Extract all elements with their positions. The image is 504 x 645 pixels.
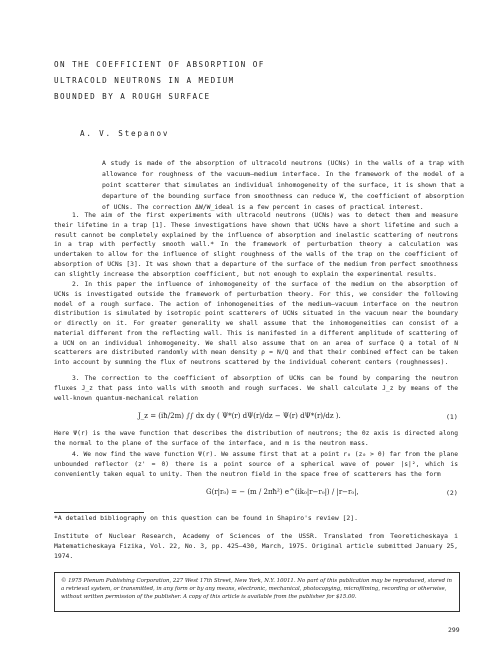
copyright-box	[54, 572, 460, 612]
title-line-1: ON THE COEFFICIENT OF ABSORPTION OF	[54, 60, 265, 69]
paragraph-5: 4. We now find the wave function Ψ(r). We assume first that at a point r₀ (z₀ > 0) far from the plane unbounded reflector (z' = 0) there is a point source of a spherical wave of power |s|², which is conveniently taken equal to unity. Then the neutron field in the space free of scatterers has the form	[54, 451, 458, 478]
title-line-3: BOUNDED BY A ROUGH SURFACE	[54, 92, 211, 101]
equation-1: J_z = (iħ/2m) ∫∫ dx dy ( Ψ*(r) dΨ(r)/dz − Ψ(r) dΨ*(r)/dz ).	[138, 412, 341, 420]
title-line-2: ULTRACOLD NEUTRONS IN A MEDIUM	[54, 76, 235, 85]
footnote: *A detailed bibliography on this question can be found in Shapiro's review [2].	[54, 514, 358, 522]
copyright-text: © 1975 Plenum Publishing Corporation, 227 West 17th Street, New York, N.Y. 10011. No part of this publication may be reproduced, stored in a retrieval system, or transmitted, in any form or by any means, electronic, mechanical, photocopying, microfilming, recording or otherwise, without written permission of the publisher. A copy of this article is available from the publisher for $15.00.	[61, 578, 453, 600]
paragraph-2: 2. In this paper the influence of inhomogeneity of the surface of the medium on the absorption of UCNs is investigated outside the framework of perturbation theory. For this, we consider the following model of a rough surface. The action of inhomogeneities of the medium—vacuum interface on the neutron distribution is simulated by isotropic point scatterers of UCNs situated in the vacuum near the boundary or directly on it. For greater generality we shall assume that the inhomogeneities can consist of a material different from the reflecting wall. This is manifested in a different amplitude of scattering of a UCN on an individual inhomogeneity. We shall also assume that on an area of surface Q a total of N scatterers are distributed randomly with mean density ρ = N/Q and that their combined effect can be taken into account by summing the flux of neutrons scattered by the individual coherent centers (roughnesses).	[54, 281, 458, 366]
author: A. V. Stepanov	[80, 129, 170, 138]
paragraph-3: 3. The correction to the coefficient of absorption of UCNs can be found by comparing the neutron fluxes J_z that pass into walls with smooth and rough surfaces. We shall calculate J_z by means of the well-known quantum-mechanical relation	[54, 375, 458, 402]
equation-2-number: (2)	[446, 489, 458, 497]
equation-2: G(r|r₀) = − (m / 2πħ²) e^(ik₀|r−r₀|) / |r−r₀|,	[206, 488, 359, 496]
page-number: 299	[448, 626, 460, 634]
affiliation-note: Institute of Nuclear Research, Academy of Sciences of the USSR. Translated from Teoreticheskaya i Matematicheskaya Fizika, Vol. 22, No. 3, pp. 425–430, March, 1975. Original article submitted January 25, 1974.	[54, 532, 458, 560]
paragraph-1: 1. The aim of the first experiments with ultracold neutrons (UCNs) was to detect them and measure their lifetime in a trap [1]. These investigations have shown that UCNs have a short lifetime and such a result cannot be completely explained by the influence of absorption and inelastic scattering of neutrons in a trap with perfectly smooth wall.* In the framework of perturbation theory a calculation was undertaken to allow for the influence of slight roughness of the walls of the trap on the coefficient of absorption of UCNs [3]. It was shown that a departure of the surface of the medium from perfect smoothness can slightly increase the absorption coefficient, but not enough to explain the experimental results.	[54, 212, 458, 278]
equation-1-number: (1)	[446, 413, 458, 421]
abstract: A study is made of the absorption of ultracold neutrons (UCNs) in the walls of a trap with allowance for roughness of the vacuum—medium interface. In the framework of the model of a point scatterer that simulates an individual inhomogeneity of the surface, it is shown that a departure of the bounding surface from smoothness can reduce W, the coefficient of absorption of UCNs. The correction ΔW/W_ideal is a few percent in cases of practical interest.	[102, 159, 464, 211]
paragraph-4: Here Ψ(r) is the wave function that describes the distribution of neutrons; the 0z axis is directed along the normal to the plane of the surface of the interface, and m is the neutron mass.	[54, 430, 458, 447]
footnote-rule	[54, 512, 144, 513]
